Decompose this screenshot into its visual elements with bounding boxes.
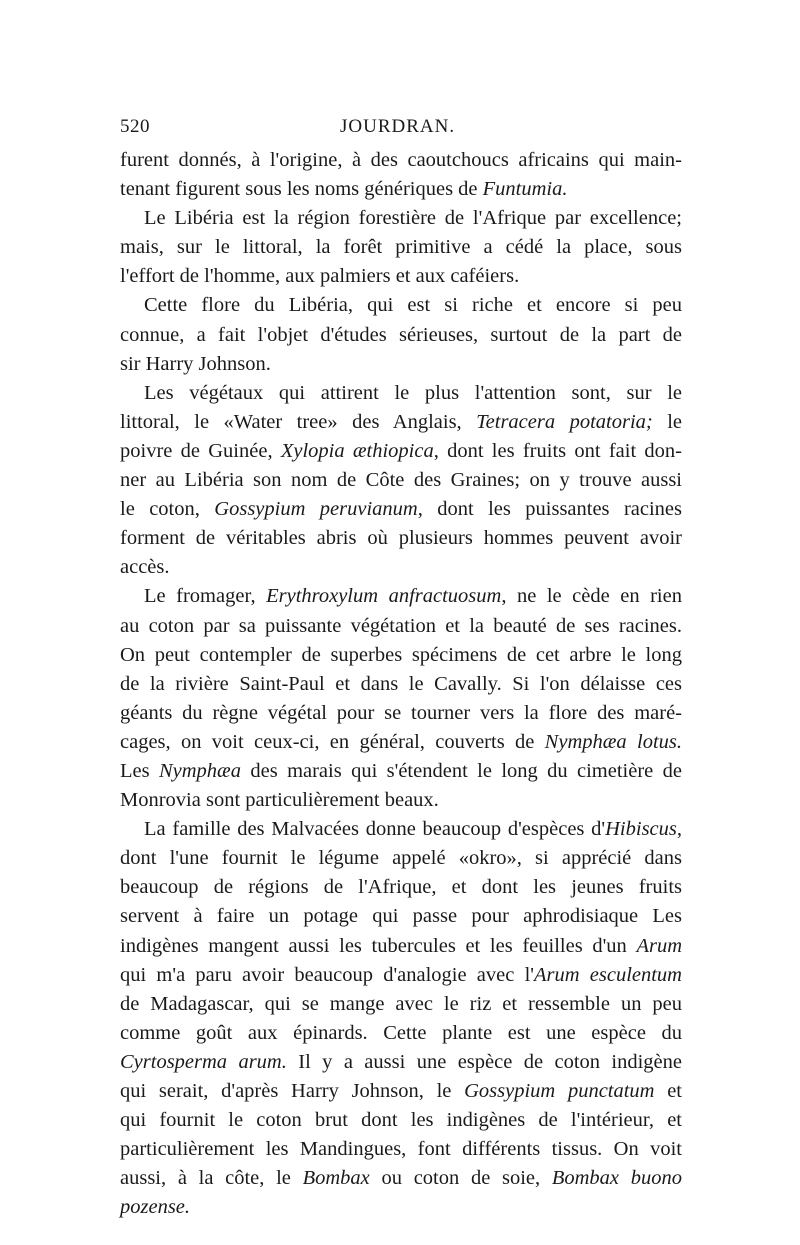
italic-term: Erythroxylum anfractuosum	[266, 585, 502, 608]
text-segment: poivre de Guinée,	[120, 439, 281, 462]
text-segment: , ne le cède en rien	[501, 585, 682, 608]
text-segment: géants du règne végétal pour se tourner vers la flore des maré-	[120, 701, 682, 724]
text-segment: forment de véritables abris où plusieurs hommes peuvent avoir	[120, 527, 682, 550]
text-segment: cages, on voit ceux-ci, en général, couverts de	[120, 730, 545, 753]
text-line	[120, 350, 682, 379]
italic-term: Tetracera potatoria;	[476, 410, 653, 433]
text-segment: dont l'une fournit le légume appelé «okro», si apprécié dans	[120, 847, 682, 870]
text-segment: ,	[676, 818, 682, 841]
text-segment: Cette flore du Libéria, qui est si riche et encore si peu	[144, 294, 682, 317]
text-line	[120, 1164, 682, 1193]
text-segment: sir Harry Johnson.	[120, 352, 271, 375]
page-number: 520	[120, 116, 150, 137]
text-line	[120, 582, 682, 611]
text-line	[120, 262, 682, 291]
text-line	[120, 1135, 682, 1164]
text-line	[120, 641, 682, 670]
text-segment: de Madagascar, qui se mange avec le riz et ressemble un peu	[120, 992, 682, 1015]
text-line	[120, 495, 682, 524]
text-line	[120, 699, 682, 728]
running-title: JOURDRAN.	[340, 116, 456, 137]
text-segment: particulièrement les Mandingues, font différents tissus. On voit	[120, 1138, 682, 1161]
text-segment: et	[654, 1080, 683, 1102]
text-line	[120, 815, 682, 844]
text-segment: indigènes mangent aussi les tubercules et les feuilles d'un	[120, 934, 637, 957]
text-segment: aussi, à la côte, le	[120, 1167, 303, 1190]
text-segment: Le Libéria est la région forestière de l'Afrique par excellence;	[144, 207, 682, 230]
text-segment: , dont les fruits ont fait don-	[433, 439, 682, 462]
text-line	[120, 379, 682, 408]
text-line	[120, 873, 682, 902]
text-line	[120, 553, 682, 582]
text-line	[120, 233, 682, 262]
text-segment: servent à faire un potage qui passe pour aphrodisiaque Les	[120, 905, 682, 928]
text-line	[120, 786, 682, 815]
text-segment: comme goût aux épinards. Cette plante est une espèce du	[120, 1021, 682, 1044]
text-line	[120, 728, 682, 757]
text-line	[120, 1048, 682, 1077]
text-segment: mais, sur le littoral, la forêt primitive a cédé la place, sous	[120, 236, 682, 259]
text-segment: le	[652, 410, 682, 433]
text-segment: l'effort de l'homme, aux palmiers et aux caféiers.	[120, 265, 520, 288]
text-segment: Les	[120, 759, 159, 782]
text-segment: beaucoup de régions de l'Afrique, et dont les jeunes fruits	[120, 876, 682, 899]
text-line	[120, 175, 682, 204]
text-line	[120, 961, 682, 990]
text-line	[120, 844, 682, 873]
text-segment: au coton par sa puissante végétation et la beauté de ses racines.	[120, 614, 682, 637]
text-segment: le coton,	[120, 498, 215, 521]
text-segment: qui serait, d'après Harry Johnson, le	[120, 1080, 465, 1102]
text-line	[120, 466, 682, 495]
italic-term: Bombax	[302, 1167, 370, 1190]
text-segment: On peut contempler de superbes spécimens de cet arbre le long	[120, 643, 682, 666]
text-segment: Le fromager,	[144, 585, 267, 608]
text-segment: furent donnés, à l'origine, à des caoutchoucs africains qui main-	[120, 149, 682, 171]
italic-term: Xylopia æthiopica	[280, 439, 434, 462]
italic-term: Bombax buono	[551, 1167, 682, 1190]
italic-term: Gossypium punctatum	[464, 1080, 655, 1102]
italic-term: Funtumia.	[482, 178, 568, 201]
italic-term: pozense.	[120, 1196, 191, 1219]
italic-term: Cyrtosperma arum.	[120, 1050, 287, 1073]
text-segment: des marais qui s'étendent le long du cimetière de	[240, 759, 682, 782]
italic-term: Nymphæa	[158, 759, 241, 782]
text-segment: littoral, le «Water tree» des Anglais,	[120, 410, 477, 433]
text-line	[120, 932, 682, 961]
text-segment: qui m'a paru avoir beaucoup d'analogie avec l'	[120, 963, 534, 986]
text-line	[120, 1019, 682, 1048]
text-segment: La famille des Malvacées donne beaucoup d'espèces d'	[144, 818, 606, 841]
text-segment: Monrovia sont particulièrement beaux.	[120, 789, 439, 812]
italic-term: Arum esculentum	[533, 963, 682, 986]
text-line	[120, 1193, 682, 1222]
text-line	[120, 437, 682, 466]
text-line	[120, 757, 682, 786]
text-line	[120, 612, 682, 641]
italic-term: Gossypium peruvianum	[214, 498, 418, 521]
text-line	[120, 990, 682, 1019]
text-line	[120, 670, 682, 699]
italic-term: Nymphæa lotus.	[544, 730, 682, 753]
italic-term: Arum	[636, 934, 682, 957]
text-line	[120, 408, 682, 437]
text-segment: connue, a fait l'objet d'études sérieuses, surtout de la part de	[120, 323, 682, 346]
text-segment: de la rivière Saint-Paul et dans le Cavally. Si l'on délaisse ces	[120, 672, 682, 695]
page-header	[120, 116, 682, 142]
text-segment: ner au Libéria son nom de Côte des Graines; on y trouve aussi	[120, 469, 682, 492]
text-line	[120, 291, 682, 320]
text-segment: ou coton de soie,	[369, 1167, 552, 1190]
body-text	[120, 146, 682, 1222]
text-line	[120, 1106, 682, 1135]
text-line	[120, 146, 682, 175]
text-segment: Les végétaux qui attirent le plus l'attention sont, sur le	[144, 381, 682, 404]
text-segment: qui fournit le coton brut dont les indigènes de l'intérieur, et	[120, 1109, 682, 1132]
text-line	[120, 524, 682, 553]
text-segment: , dont les puissantes racines	[417, 498, 682, 521]
text-line	[120, 321, 682, 350]
text-line	[120, 204, 682, 233]
text-segment: accès.	[120, 556, 170, 579]
text-line	[120, 902, 682, 931]
text-segment: tenant figurent sous les noms génériques de	[120, 178, 483, 201]
text-line	[120, 1077, 682, 1106]
text-segment: Il y a aussi une espèce de coton indigène	[286, 1050, 682, 1073]
italic-term: Hibiscus	[605, 818, 677, 841]
